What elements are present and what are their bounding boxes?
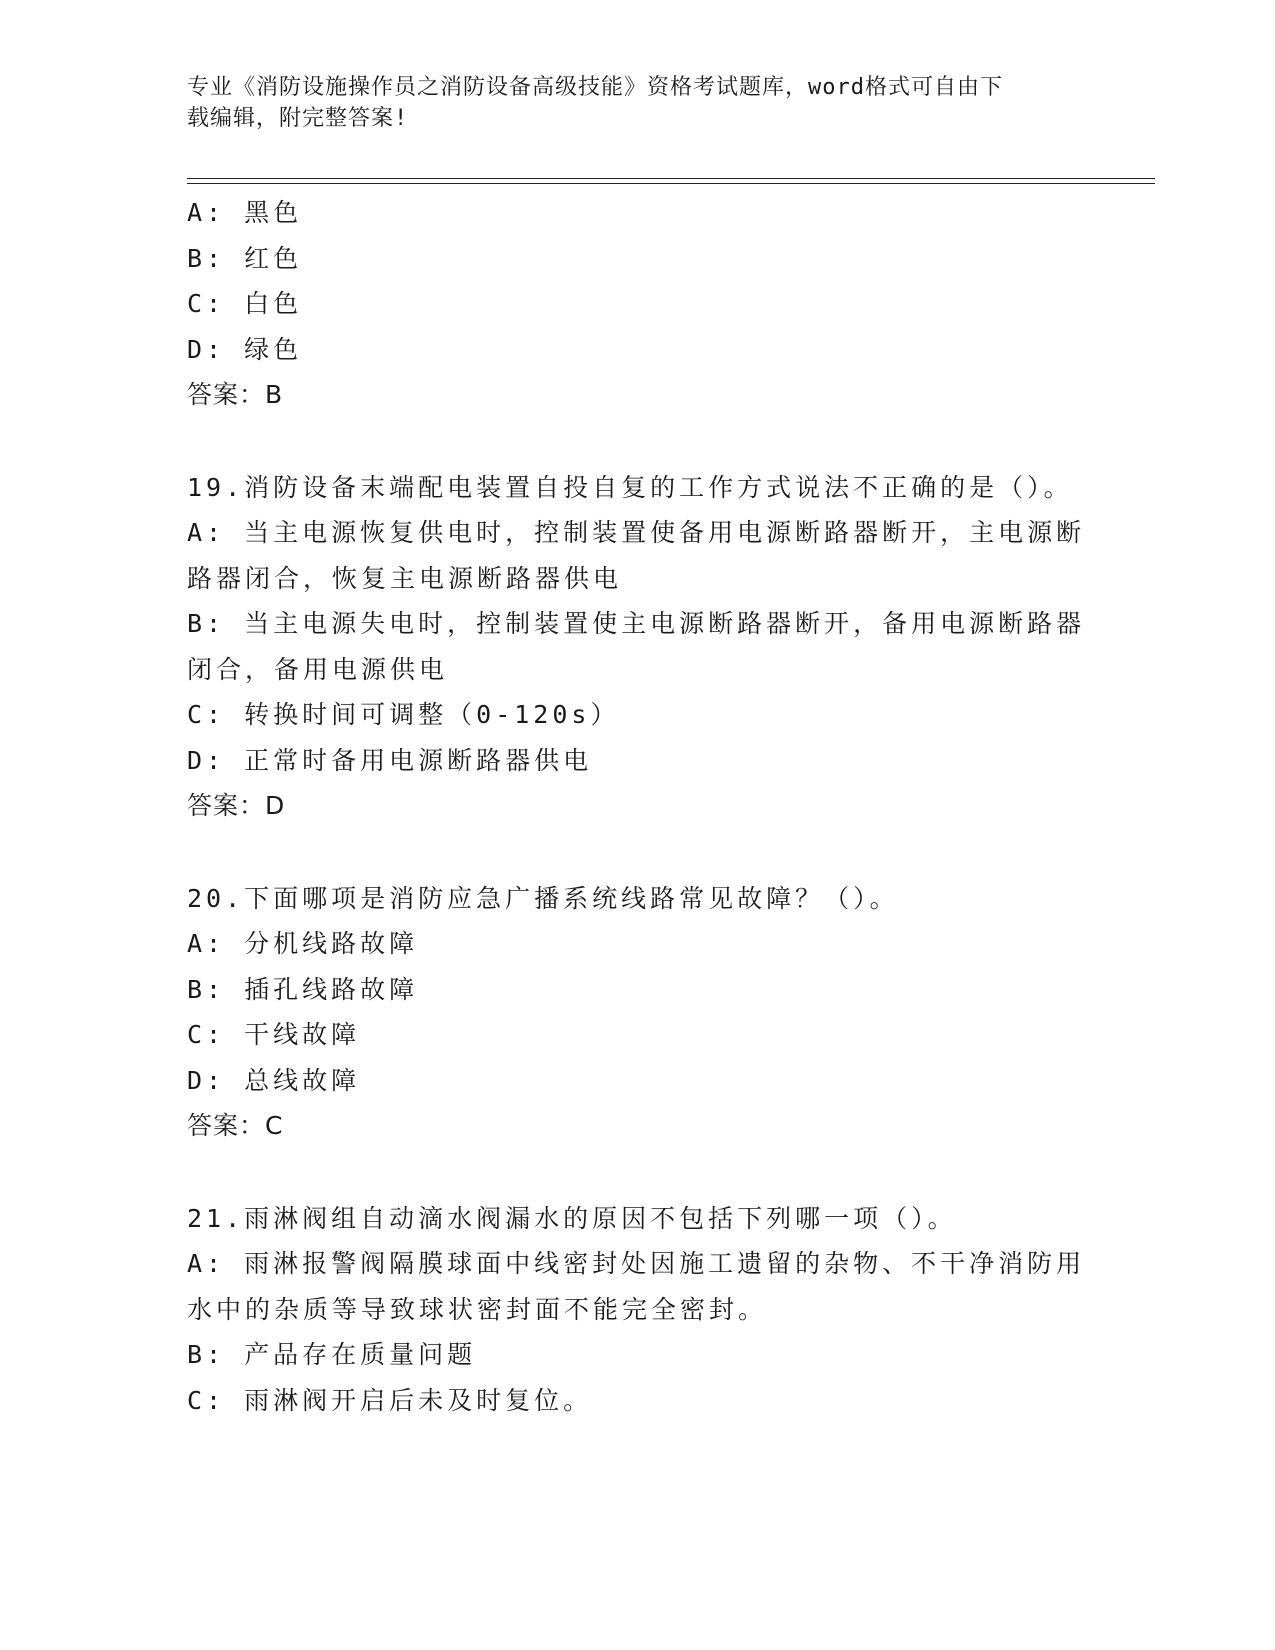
option-b-continued: 闭合，备用电源供电 <box>187 654 449 684</box>
question-gap <box>187 418 1087 465</box>
header-rule-bottom <box>187 183 1155 184</box>
option-a-continued: 路器闭合，恢复主电源断路器供电 <box>187 563 623 593</box>
option-d: D: 绿色 <box>187 334 303 364</box>
header-rule-top <box>187 178 1155 179</box>
option-b: B: 产品存在质量问题 <box>187 1340 477 1369</box>
option-c: C: 白色 <box>187 289 303 318</box>
question-stem: 21.雨淋阀组自动滴水阀漏水的原因不包括下列哪一项（）。 <box>187 1203 957 1233</box>
answer-label: 答案：D <box>187 791 286 820</box>
option-b: B: 当主电源失电时，控制装置使主电源断路器断开，备用电源断路器 <box>187 609 1086 638</box>
option-a: A: 雨淋报警阀隔膜球面中线密封处因施工遗留的杂物、不干净消防用 <box>187 1249 1086 1278</box>
question-21 <box>187 1196 1087 1424</box>
option-a: A: 当主电源恢复供电时，控制装置使备用电源断路器断开，主电源断 <box>187 518 1086 547</box>
option-a: A: 分机线路故障 <box>187 929 419 958</box>
header-line-1: 专业《消防设施操作员之消防设备高级技能》资格考试题库，word格式可自由下 <box>187 75 1003 100</box>
option-d: D: 正常时备用电源断路器供电 <box>187 745 593 775</box>
option-a: A: 黑色 <box>187 198 303 227</box>
option-b: B: 插孔线路故障 <box>187 974 419 1004</box>
option-c: C: 干线故障 <box>187 1020 361 1049</box>
option-d: D: 总线故障 <box>187 1065 361 1095</box>
question-18-options <box>187 190 1087 418</box>
question-gap <box>187 829 1087 876</box>
answer-label: 答案：C <box>187 1111 284 1140</box>
option-c: C: 雨淋阀开启后未及时复位。 <box>187 1385 593 1415</box>
answer-label: 答案：B <box>187 380 284 409</box>
question-19 <box>187 465 1087 829</box>
option-b: B: 红色 <box>187 243 303 273</box>
question-list <box>187 190 1087 1423</box>
option-c: C: 转换时间可调整（0-120s） <box>187 700 620 729</box>
question-gap <box>187 1149 1087 1196</box>
option-a-continued: 水中的杂质等导致球状密封面不能完全密封。 <box>187 1294 768 1324</box>
question-stem: 20.下面哪项是消防应急广播系统线路常见故障？（）。 <box>187 883 899 913</box>
header-line-2: 载编辑，附完整答案! <box>187 106 409 131</box>
document-header <box>187 72 1067 134</box>
question-stem: 19.消防设备末端配电装置自投自复的工作方式说法不正确的是（）。 <box>187 472 1073 502</box>
question-20 <box>187 876 1087 1149</box>
